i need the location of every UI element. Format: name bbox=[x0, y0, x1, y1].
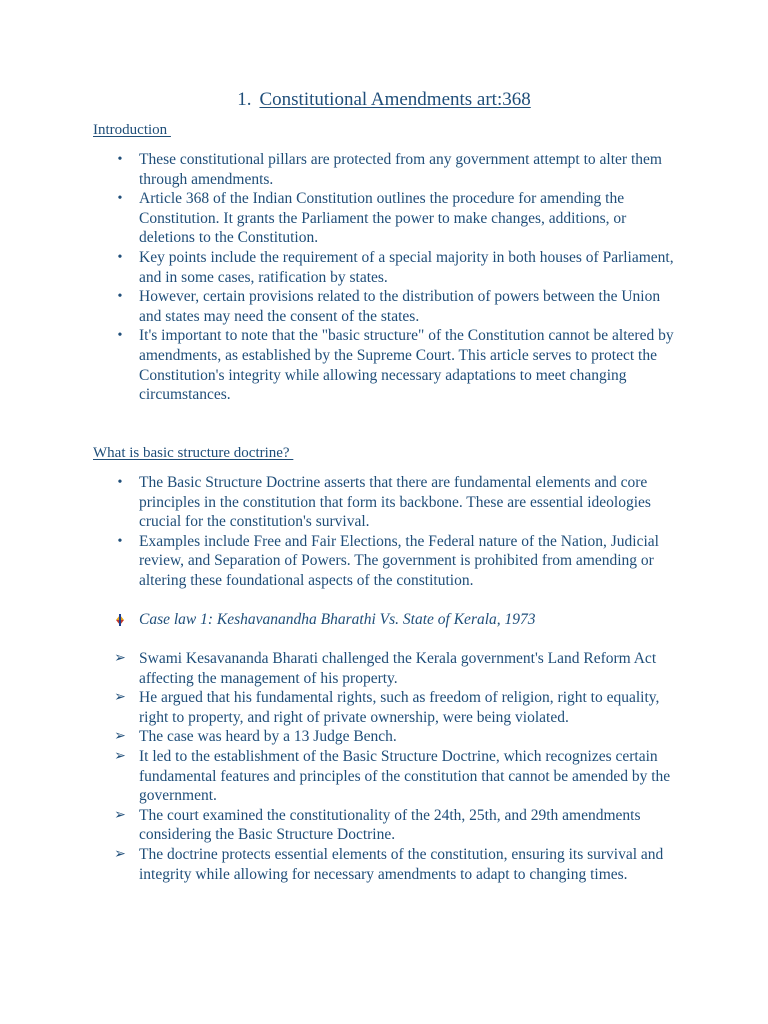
bullet-icon: • bbox=[117, 533, 123, 549]
list-item-text: The doctrine protects essential elements of the constitution, ensuring its survival and integrity while allowing for necessary amendments to adapt to changing times. bbox=[139, 845, 664, 883]
arrow-bullet-icon: ➢ bbox=[114, 807, 126, 823]
list-item bbox=[0, 150, 768, 189]
list-item bbox=[0, 806, 768, 845]
arrow-bullet-icon: ➢ bbox=[114, 651, 126, 666]
list-item bbox=[0, 649, 768, 688]
basic-structure-heading: What is basic structure doctrine? bbox=[93, 445, 294, 461]
list-item-text: The case was heard by a 13 Judge Bench. bbox=[139, 728, 397, 746]
arrow-bullet-icon: ➢ bbox=[114, 748, 126, 764]
list-item bbox=[0, 845, 768, 884]
list-item-text: Key points include the requirement of a special majority in both houses of Parliament, and in some cases, ratification by states. bbox=[139, 248, 674, 286]
page-title bbox=[0, 88, 768, 112]
list-item bbox=[0, 532, 768, 591]
bullet-icon: • bbox=[117, 152, 123, 167]
list-item bbox=[0, 747, 768, 806]
list-item-text: Article 368 of the Indian Constitution outlines the procedure for amending the Constitution. It grants the Parliament the power to make changes, additions, or deletions to the Constitution. bbox=[139, 190, 627, 247]
list-item bbox=[0, 727, 768, 747]
case-law-title: Case law 1: Keshavanandha Bharathi Vs. State of Kerala, 1973 bbox=[139, 611, 536, 628]
title-number: 1. bbox=[237, 89, 252, 110]
arrow-bullet-icon: ➢ bbox=[114, 729, 126, 745]
arrow-bullet-icon: ➢ bbox=[114, 846, 126, 862]
list-item bbox=[0, 287, 768, 326]
list-item bbox=[0, 688, 768, 727]
list-item-text: It's important to note that the "basic structure" of the Constitution cannot be altered by amendments, as established by the Supreme Court. This article serves to protect the Constitution's integrity while allowing necessary adaptations to meet changing circumstances. bbox=[139, 327, 674, 404]
bullet-icon: • bbox=[117, 191, 123, 207]
arrow-bullet-icon: ➢ bbox=[114, 690, 126, 706]
bullet-icon: • bbox=[117, 249, 123, 265]
introduction-list bbox=[0, 150, 768, 405]
list-item-text: The Basic Structure Doctrine asserts that there are fundamental elements and core principles in the constitution that form its backbone. These are essential ideologies crucial for the constitution's survival. bbox=[139, 474, 651, 531]
list-item bbox=[0, 473, 768, 532]
case-marker-icon bbox=[113, 612, 127, 628]
title-text: Constitutional Amendments art:368 bbox=[259, 89, 531, 110]
list-item bbox=[0, 248, 768, 287]
bullet-icon: • bbox=[117, 289, 123, 305]
case-law-points bbox=[0, 649, 768, 884]
list-item bbox=[0, 326, 768, 404]
list-item-text: Examples include Free and Fair Elections, the Federal nature of the Nation, Judicial review, and Separation of Powers. The government is prohibited from amending or altering these foundational aspects of the constitution. bbox=[139, 532, 659, 589]
basic-structure-list bbox=[0, 473, 768, 591]
bullet-icon: • bbox=[117, 475, 123, 490]
list-item bbox=[0, 189, 768, 248]
list-item-text: Swami Kesavananda Bharati challenged the Kerala government's Land Reform Act affecting the management of his property. bbox=[139, 650, 657, 687]
list-item-text: He argued that his fundamental rights, such as freedom of religion, right to equality, right to property, and right of private ownership, were being violated. bbox=[139, 689, 660, 726]
list-item-text: The court examined the constitutionality of the 24th, 25th, and 29th amendments considering the Basic Structure Doctrine. bbox=[139, 806, 641, 844]
list-item-text: However, certain provisions related to the distribution of powers between the Union and states may need the consent of the states. bbox=[139, 288, 661, 325]
bullet-icon: • bbox=[117, 328, 123, 344]
list-item-text: These constitutional pillars are protected from any government attempt to alter them through amendments. bbox=[139, 151, 662, 188]
introduction-heading: Introduction bbox=[93, 122, 171, 138]
list-item-text: It led to the establishment of the Basic Structure Doctrine, which recognizes certain fundamental features and principles of the constitution that cannot be amended by the government. bbox=[139, 747, 671, 805]
